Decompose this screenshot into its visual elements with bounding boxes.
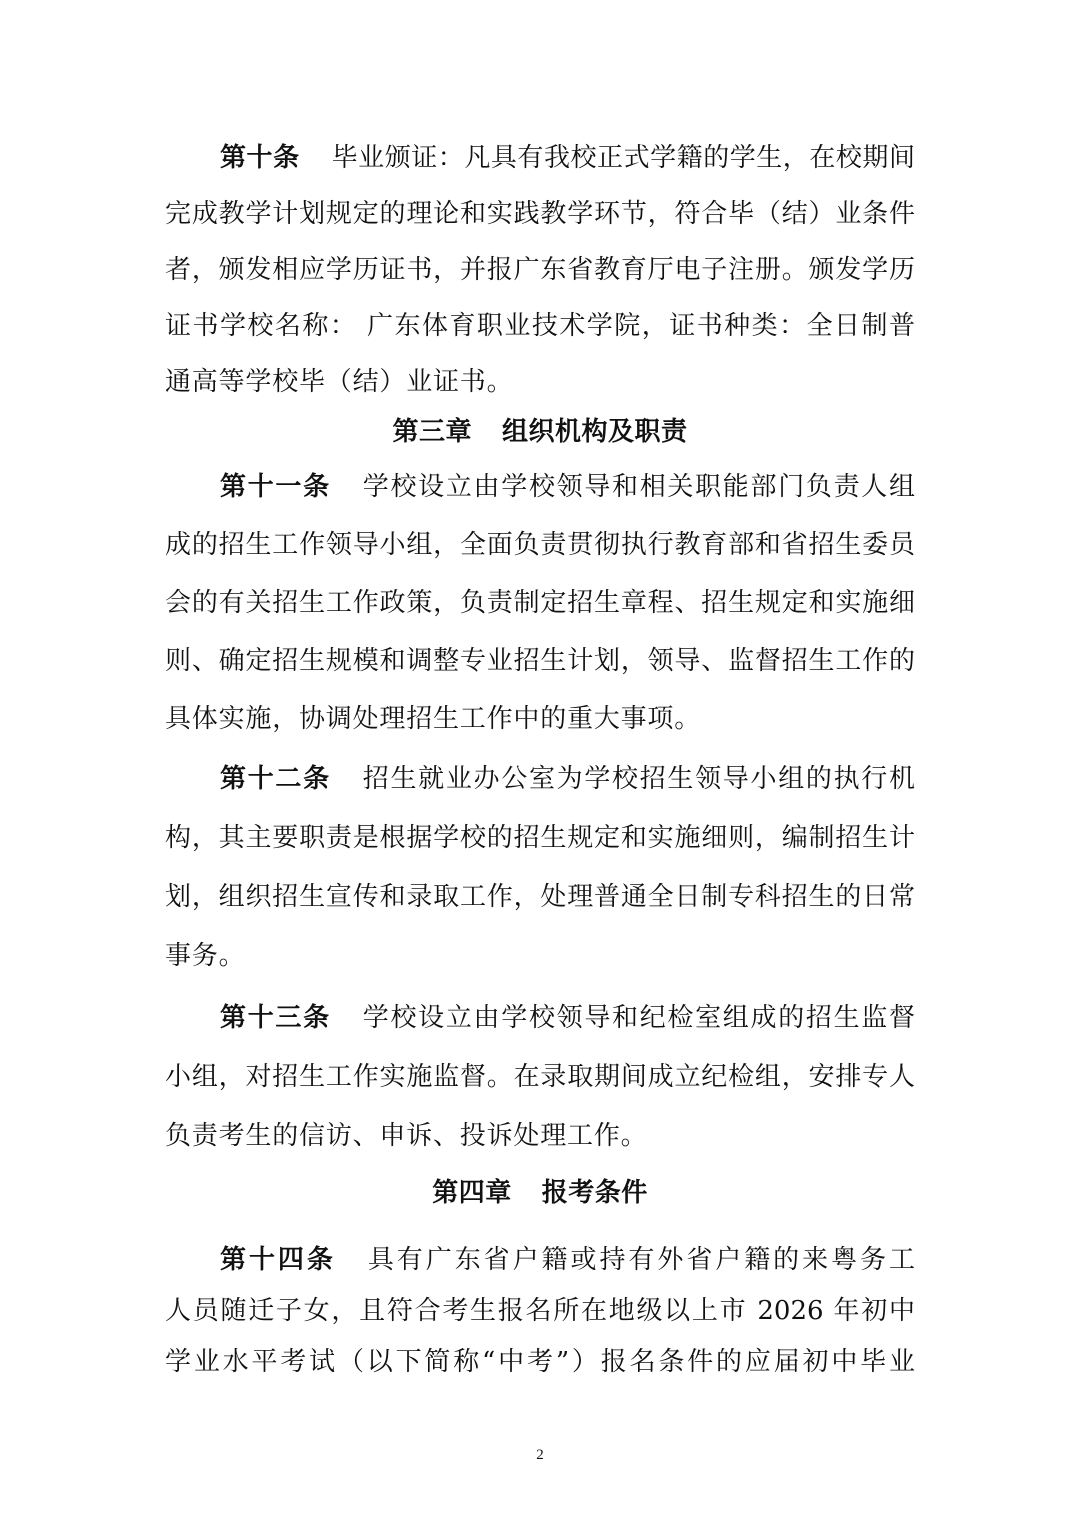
article-12-line-2: 构，其主要职责是根据学校的招生规定和实施细则，编制招生计 xyxy=(165,823,915,853)
article-11-line-5: 具体实施，协调处理招生工作中的重大事项。 xyxy=(165,704,702,734)
article-13-line-3: 负责考生的信访、申诉、投诉处理工作。 xyxy=(165,1121,648,1151)
article-11-line-4: 则、确定招生规模和调整专业招生计划，领导、监督招生工作的 xyxy=(165,646,915,676)
article-11-line-2: 成的招生工作领导小组，全面负责贯彻执行教育部和省招生委员 xyxy=(165,530,915,560)
article-14 xyxy=(165,1235,915,1388)
chapter-4-number: 第四章 xyxy=(432,1178,512,1208)
article-11-line-1 xyxy=(165,458,915,516)
chapter-3-heading xyxy=(0,408,1080,456)
article-12-line-1-text: 招生就业办公室为学校招生领导小组的执行机 xyxy=(362,764,915,794)
chapter-3-title: 组织机构及职责 xyxy=(502,417,688,447)
article-10-line-1-text: 毕业颁证：凡具有我校正式学籍的学生，在校期间 xyxy=(331,143,915,173)
article-12-label: 第十二条 xyxy=(220,764,331,794)
article-13 xyxy=(165,989,915,1166)
article-13-line-1 xyxy=(165,989,915,1048)
article-12 xyxy=(165,750,915,986)
article-11-line-3: 会的有关招生工作政策，负责制定招生章程、招生规定和实施细 xyxy=(165,588,915,618)
article-10-line-1 xyxy=(165,130,915,186)
article-14-line-3: 学业水平考试（以下简称“中考”）报名条件的应届初中毕业 xyxy=(165,1347,915,1377)
chapter-3-number: 第三章 xyxy=(392,417,472,447)
article-12-line-1 xyxy=(165,750,915,809)
article-13-label: 第十三条 xyxy=(220,1003,331,1033)
article-10-line-3: 者，颁发相应学历证书，并报广东省教育厅电子注册。颁发学历 xyxy=(165,255,915,285)
chapter-4-heading xyxy=(0,1169,1080,1217)
chapter-4-title: 报考条件 xyxy=(541,1178,648,1208)
article-13-line-1-text: 学校设立由学校领导和纪检室组成的招生监督 xyxy=(362,1003,915,1033)
page-number: 2 xyxy=(536,1447,544,1463)
article-10-label: 第十条 xyxy=(220,143,300,173)
article-10-line-4: 证书学校名称： 广东体育职业技术学院，证书种类：全日制普 xyxy=(165,311,915,341)
article-14-line-1-text: 具有广东省户籍或持有外省户籍的来粤务工 xyxy=(367,1245,915,1275)
article-11-line-1-text: 学校设立由学校领导和相关职能部门负责人组 xyxy=(362,472,915,502)
article-11 xyxy=(165,458,915,748)
article-14-label: 第十四条 xyxy=(220,1245,336,1275)
article-10-line-2: 完成教学计划规定的理论和实践教学环节，符合毕（结）业条件 xyxy=(165,199,915,229)
article-12-line-3: 划，组织招生宣传和录取工作，处理普通全日制专科招生的日常 xyxy=(165,882,915,912)
article-12-line-4: 事务。 xyxy=(165,941,246,971)
article-13-line-2: 小组，对招生工作实施监督。在录取期间成立纪检组，安排专人 xyxy=(165,1062,915,1092)
article-14-line-2: 人员随迁子女，且符合考生报名所在地级以上市 2026 年初中 xyxy=(165,1296,915,1326)
article-10-line-5: 通高等学校毕（结）业证书。 xyxy=(165,367,514,397)
article-11-label: 第十一条 xyxy=(220,472,331,502)
article-14-line-1 xyxy=(165,1235,915,1286)
article-10 xyxy=(165,130,915,410)
